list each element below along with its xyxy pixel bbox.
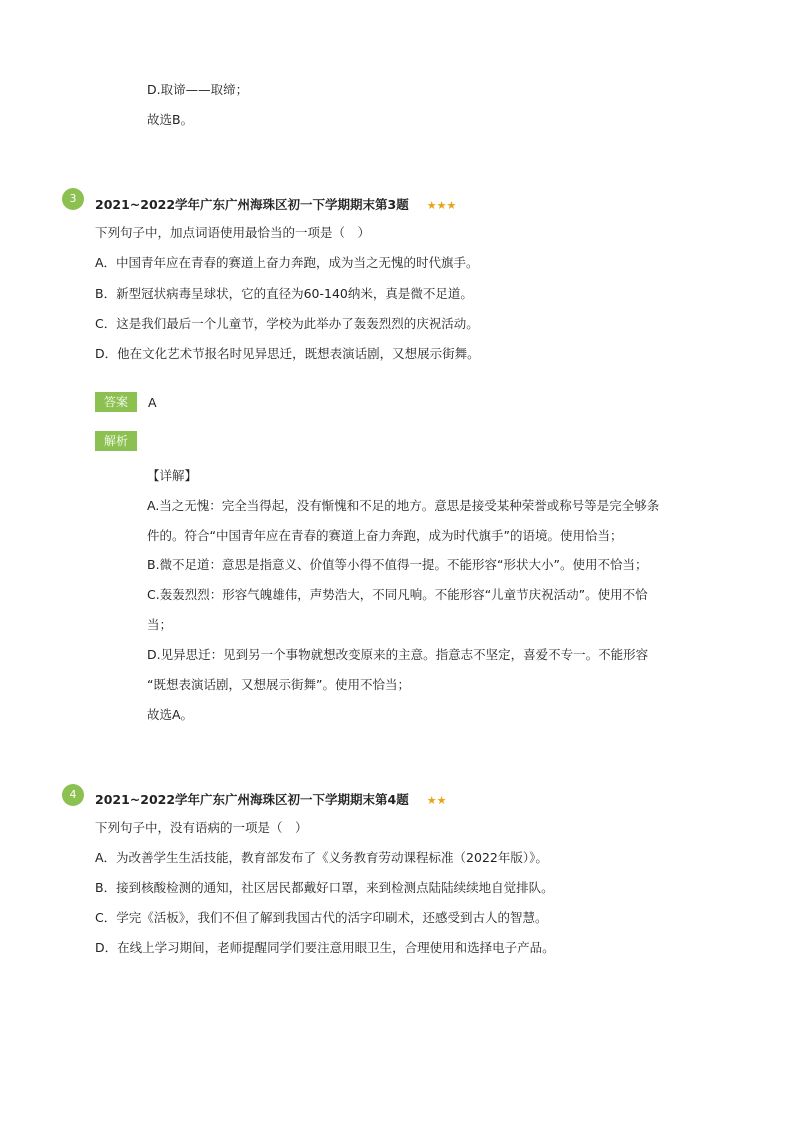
- question-4-option-b: B．接到核酸检测的通知，社区居民都戴好口罩，来到检测点陆陆续续地自觉排队。: [95, 880, 554, 895]
- analysis-line: D.见异思迁：见到另一个事物就想改变原来的主意。指意志不坚定，喜爱不专一。不能形容: [147, 647, 649, 662]
- prev-option-d-analysis: D.取谛——取缔；: [147, 82, 249, 97]
- prev-conclusion: 故选B。: [147, 112, 194, 127]
- analysis-conclusion: 故选A。: [147, 707, 194, 722]
- analysis-line: C.轰轰烈烈：形容气魄雄伟，声势浩大，不同凡响。不能形容“儿童节庆祝活动”。使用不恰: [147, 587, 648, 602]
- question-3-option-b: B．新型冠状病毒呈球状，它的直径为60-140纳米，真是微不足道。: [95, 286, 473, 301]
- question-4-number-badge: 4: [62, 784, 84, 806]
- question-4-title: [95, 790, 447, 808]
- answer-tag: 答案: [95, 392, 137, 412]
- question-3-source: 2021~2022学年广东广州海珠区初一下学期期末第3题: [95, 197, 409, 212]
- analysis-tag: 解析: [95, 431, 137, 451]
- question-4-option-d: D．在线上学习期间，老师提醒同学们要注意用眼卫生，合理使用和选择电子产品。: [95, 940, 555, 955]
- detail-heading: 【详解】: [147, 468, 198, 483]
- analysis-line: B.微不足道：意思是指意义、价值等小得不值得一提。不能形容“形状大小”。使用不恰当；: [147, 557, 648, 572]
- analysis-line: 当；: [147, 617, 173, 632]
- analysis-line: “既想表演话剧，又想展示街舞”。使用不恰当；: [147, 677, 410, 692]
- analysis-line: A.当之无愧：完全当得起，没有惭愧和不足的地方。意思是接受某种荣誉或称号等是完全够条: [147, 498, 660, 513]
- question-3-option-c: C．这是我们最后一个儿童节，学校为此举办了轰轰烈烈的庆祝活动。: [95, 316, 479, 331]
- question-4-source: 2021~2022学年广东广州海珠区初一下学期期末第4题: [95, 792, 409, 807]
- difficulty-stars-icon: ★★★: [426, 199, 457, 212]
- question-3-number-badge: 3: [62, 188, 84, 210]
- question-3-title: [95, 195, 456, 213]
- question-4-stem: 下列句子中，没有语病的一项是（ ）: [95, 820, 308, 835]
- answer-value: A: [148, 395, 157, 410]
- question-4-option-c: C．学完《活板》，我们不但了解到我国古代的活字印刷术，还感受到古人的智慧。: [95, 910, 548, 925]
- question-3-option-a: A．中国青年应在青春的赛道上奋力奔跑，成为当之无愧的时代旗手。: [95, 255, 479, 270]
- question-4-option-a: A．为改善学生生活技能，教育部发布了《义务教育劳动课程标准（2022年版）》。: [95, 850, 548, 865]
- analysis-line: 件的。符合“中国青年应在青春的赛道上奋力奔跑，成为时代旗手”的语境。使用恰当；: [147, 528, 623, 543]
- question-3-option-d: D．他在文化艺术节报名时见异思迁，既想表演话剧，又想展示街舞。: [95, 346, 480, 361]
- question-3-stem: 下列句子中，加点词语使用最恰当的一项是（ ）: [95, 225, 371, 240]
- difficulty-stars-icon: ★★: [426, 794, 447, 807]
